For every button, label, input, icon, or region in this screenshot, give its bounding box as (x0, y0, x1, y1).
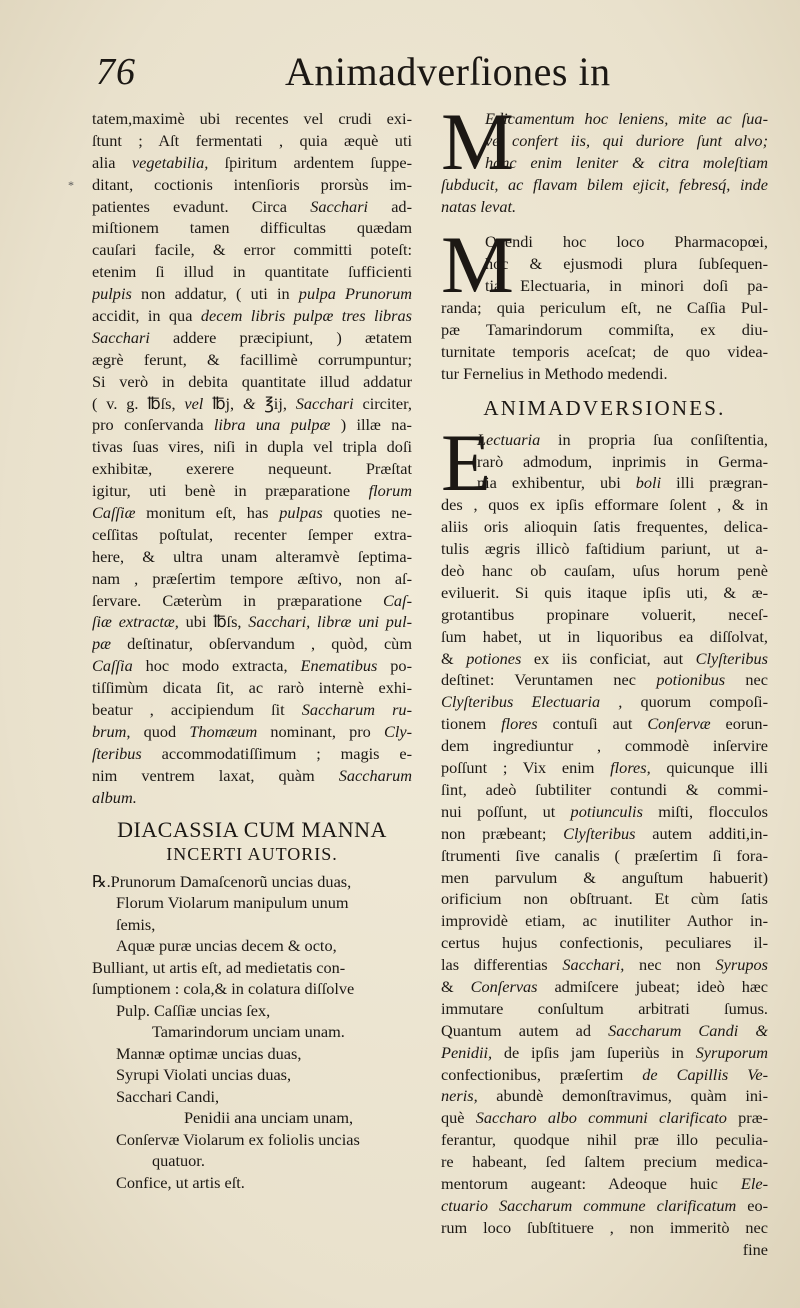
catchword: fine (742, 1239, 768, 1259)
page-number: 76 (96, 51, 136, 93)
text-run: pro conſervanda (92, 415, 214, 435)
heading-title: DIACASSIA CUM MANNA (117, 816, 387, 842)
italic-text: vegetabilia, (131, 152, 209, 172)
text-run: miſtionem tamen difficultas quædam (92, 218, 412, 238)
text-run: hoc modo extracta, (132, 656, 301, 676)
recipe-line: Aquæ puræ uncias decem & octo, (116, 936, 337, 955)
italic-text: potiones (466, 648, 522, 668)
italic-text: pulpa Prunorum (298, 284, 412, 304)
text-line (441, 1129, 768, 1151)
text-run: mentorum augeant: Adeoque huic (441, 1173, 741, 1193)
italic-text: natas levat. (441, 196, 517, 216)
italic-text: Caſ- (383, 590, 412, 610)
text-run: monitum eſt, has (135, 503, 280, 523)
text-run: tiſſimùm dicata ſit, ac rarò internè exhi- (92, 678, 412, 698)
italic-text: Caſſia (92, 656, 133, 676)
italic-text: Syruporum (695, 1042, 768, 1062)
italic-text: libra una pulpæ (213, 415, 331, 435)
recipe-line: Florum Violarum manipulum unum (116, 893, 349, 912)
italic-text: ſteribus (92, 743, 142, 763)
text-run: ferantur, quodque nihil præ illo peculia- (441, 1130, 768, 1150)
italic-text: Saccharum Candi & (608, 1020, 768, 1040)
text-line (441, 1064, 768, 1086)
italic-text: boli (635, 473, 662, 493)
italic-text: Saccharo albo communi clarificato (475, 1108, 727, 1128)
italic-text: hanc enim leniter & citra moleſtiam (485, 152, 768, 172)
text-run: circiter, (353, 393, 412, 413)
text-line (92, 633, 412, 655)
text-run: exhibitæ, exerere nequeunt. Præſtat (92, 459, 412, 479)
recipe-line: Syrupi Violati uncias duas, (116, 1065, 292, 1084)
text-line (441, 1151, 768, 1173)
text-line (441, 691, 768, 713)
recipe-line: Confice, ut artis eſt. (116, 1172, 245, 1192)
paragraph-text (441, 416, 768, 1239)
text-line (92, 458, 412, 480)
text-line (92, 611, 412, 633)
text-line (92, 743, 412, 765)
text-line (441, 196, 768, 218)
text-run: nia exhibentur, ubi (477, 473, 636, 493)
text-line (441, 954, 768, 976)
left-text-block (92, 108, 412, 809)
recipe-line: ſumptionem : cola,& in colatura diſſolve (92, 979, 355, 998)
italic-text: Syrupos (715, 955, 768, 975)
italic-text: Clyſteribus Electuaria , (441, 692, 623, 712)
text-line (441, 516, 768, 538)
text-run: ſum habet, ut in liquoribus ea diſſolvat, (441, 626, 768, 646)
italic-text: Sacchari, (562, 955, 625, 975)
text-run: deò hanc ob cauſam, uſus horum penè (441, 561, 768, 581)
text-line (92, 349, 412, 371)
text-line (92, 152, 412, 174)
text-run: rum loco ſubſtituere , non immeritò nec (441, 1217, 768, 1237)
text-run: eo- (736, 1195, 768, 1215)
text-run: etenim ſi illud in quantitate ſufficienti (92, 262, 412, 282)
text-run: nominant, pro (257, 721, 384, 741)
italic-text: Enematibus (300, 656, 378, 676)
text-line (92, 196, 412, 218)
text-run: ubi ℔ſs, (178, 612, 249, 632)
text-line (441, 779, 768, 801)
text-line (441, 1173, 768, 1195)
text-line (92, 765, 412, 787)
text-line (441, 1020, 768, 1042)
text-run: ( v. g. ℔ſs, (92, 393, 185, 413)
italic-text: Sacchari (92, 327, 150, 347)
text-line (441, 1042, 768, 1064)
italic-text: Clyſteribus (695, 648, 768, 668)
text-run: igitur, uti benè in præparatione (92, 481, 369, 501)
text-run: quod (130, 721, 190, 741)
text-run: non præbeant; (441, 823, 564, 843)
italic-text: & (242, 393, 256, 413)
commentary-paragraph (441, 96, 768, 217)
text-line (441, 867, 768, 889)
text-run: tivas ſuas vires, niſi in dupla vel tripla doſi (92, 437, 412, 457)
text-run: quorum compoſi- (622, 692, 768, 712)
text-run: quoties ne- (322, 503, 412, 523)
running-title: Animadverſiones in (285, 49, 611, 94)
text-run: non addatur, ( uti in (131, 284, 299, 304)
text-run: ℥ij, (255, 393, 296, 413)
drop-initial: M (441, 96, 514, 187)
text-line (441, 560, 768, 582)
text-run: ſint, adeò ſubtiliter contundi & commi- (441, 779, 768, 799)
text-line (441, 823, 768, 845)
italic-text: Clyſteribus (563, 823, 636, 843)
text-run: randa; quia periculum eſt, ne Caſſia Pul- (441, 298, 768, 318)
text-run: turnitate temporis aceſcat; de quo videa- (441, 341, 768, 361)
text-line (92, 699, 412, 721)
margin-mark: * (68, 178, 74, 192)
text-line (441, 976, 768, 998)
text-run: certus hujus confectionis, peculiares il- (441, 933, 768, 953)
italic-text: ſiæ extractæ, (92, 612, 179, 632)
text-run: nam , præſertim tempore æſtivo, non aſ- (92, 568, 412, 588)
italic-text: Lectuaria (477, 429, 541, 449)
text-run: cauſari facile, & error committi poteſt: (92, 240, 412, 260)
text-run: immutare conſultum arbitrati ſumus. (441, 998, 768, 1018)
italic-text: ve confert iis, qui duriore ſunt alvo; (485, 130, 768, 150)
text-line (92, 371, 412, 393)
text-run: illi prægran- (661, 473, 768, 493)
text-line (92, 283, 412, 305)
text-line (92, 721, 412, 743)
recipe-line: ℞.Prunorum Damaſcenorũ uncias duas, (92, 871, 352, 891)
italic-text: ſubducit, ac flavam bilem ejicit, febresq́, inde (441, 174, 768, 194)
italic-text: Sacchari (295, 393, 354, 413)
text-run: Onendi hoc loco Pharmacopœi, (485, 232, 768, 252)
text-line (441, 757, 768, 779)
text-line (92, 546, 412, 568)
recipe-line: quatuor. (152, 1151, 205, 1170)
italic-text: potiunculis (570, 801, 643, 821)
text-run: rarò admodum, inprimis in Germa- (477, 451, 768, 471)
text-run: here, & ultra unam alteramvè ſeptima- (92, 546, 412, 566)
text-run: tionem (441, 714, 502, 734)
italic-text: album. (92, 787, 137, 807)
text-line (441, 735, 768, 757)
text-line (441, 1085, 768, 1107)
text-line (92, 327, 412, 349)
animadversiones-heading: ANIMADVERSIONES. (483, 395, 726, 420)
recipe-line: Mannæ optimæ uncias duas, (116, 1043, 302, 1063)
text-line (441, 604, 768, 626)
text-run: in propria ſua conſiſtentia, (540, 429, 768, 449)
text-run: patientes evadunt. Circa (92, 196, 311, 216)
italic-text: pulpis (92, 284, 132, 304)
left-column (92, 108, 412, 1193)
text-line (92, 414, 412, 436)
text-run: ) illæ na- (330, 415, 412, 435)
text-run: præ- (726, 1108, 768, 1128)
text-run: autem additi,in- (635, 823, 768, 843)
text-run: addere præcipiunt, ) ætatem (149, 327, 412, 347)
section-heading (92, 817, 412, 865)
text-line (441, 713, 768, 735)
text-line (441, 801, 768, 823)
text-line (92, 787, 412, 809)
text-line (441, 932, 768, 954)
text-run: pæ Tamarindorum commiſta, ex diu- (441, 320, 768, 340)
text-line (441, 582, 768, 604)
text-run: las differentias (441, 955, 563, 975)
italic-text: potionibus (656, 670, 726, 690)
text-run: des , quos ex ipſis efformare ſolent , & in (441, 495, 768, 515)
text-run: ditant, coctionis intenſioris prorsùs im- (92, 174, 412, 194)
text-run: deſtinet: Veruntamen nec (441, 670, 657, 690)
text-run: re habeant, ſed ſaltem precium medica- (441, 1152, 768, 1172)
text-run: & (441, 976, 471, 996)
text-run: ſtunt ; Aſt fermentati , quia æquè uti (92, 130, 412, 150)
text-line (92, 217, 412, 239)
recipe-line: Conſervæ Violarum ex foliolis uncias (116, 1129, 360, 1149)
text-run: ſervare. Cæterùm in præparatione (92, 590, 384, 610)
text-run: & (441, 648, 467, 668)
text-run: confectionibus, præſertim (441, 1064, 643, 1084)
italic-text: Thomæum (189, 721, 258, 741)
text-run: men parvulum & anguſtum habuerit) (441, 867, 768, 887)
italic-text: flores, (610, 758, 651, 778)
text-run: Quantum autem ad (441, 1020, 609, 1040)
italic-text: florum (368, 481, 412, 501)
italic-text: pulpas (279, 503, 323, 523)
text-line (92, 305, 412, 327)
text-line (92, 655, 412, 677)
text-line (92, 393, 412, 415)
italic-text: Sacchari, libræ uni pul- (248, 612, 412, 632)
text-line (441, 910, 768, 932)
text-run: eorun- (710, 714, 768, 734)
text-line (441, 1195, 768, 1217)
italic-text: de Capillis Ve- (642, 1064, 768, 1084)
right-column (441, 96, 768, 1261)
text-run: po- (377, 656, 412, 676)
italic-text: Caſſiæ (92, 503, 136, 523)
text-line (441, 341, 768, 363)
text-line (441, 538, 768, 560)
text-run: accidit, in qua (92, 306, 201, 326)
drop-initial: M (441, 219, 514, 311)
drop-initial: E (441, 416, 492, 508)
text-run: de ipſis jam ſuperiùs in (492, 1042, 696, 1062)
text-run: ad- (368, 196, 412, 216)
text-run: miſti, flocculos (642, 801, 768, 821)
text-run: tulis ægris illicò faſtidium pariunt, ut a- (441, 539, 768, 559)
text-run: beatur , accipiendum ſit (92, 700, 302, 720)
italic-text: Saccharum (338, 765, 412, 785)
text-line (441, 363, 768, 385)
text-run: dem ingrediuntur , commodè inſervire (441, 736, 768, 756)
text-line (441, 626, 768, 648)
text-run: improvidè etiam, ac inutiliter Author in- (441, 911, 768, 931)
note-paragraph (441, 219, 768, 384)
text-line (92, 502, 412, 524)
text-run: deſtinatur, obſervandum , quòd, cùm (111, 634, 412, 654)
text-line (92, 436, 412, 458)
text-run: poſſunt ; Vix enim (441, 758, 611, 778)
italic-text: Conſervæ (647, 714, 711, 734)
text-line (92, 568, 412, 590)
text-line (92, 130, 412, 152)
text-line (92, 677, 412, 699)
text-line (92, 261, 412, 283)
italic-text: pæ (92, 634, 112, 654)
heading-subtitle: INCERTI AUTORIS. (166, 843, 338, 864)
text-line (92, 524, 412, 546)
text-run: alia (92, 152, 132, 172)
text-run: ægrè ferunt, & facillimè corrumpuntur; (92, 349, 412, 369)
italic-text: Conſervas (470, 976, 538, 996)
text-run: eviluerit. Si quis itaque ipſis uti, & æ- (441, 582, 768, 602)
text-line (441, 669, 768, 691)
text-line (441, 1217, 768, 1239)
text-run: ſpiritum ardentem ſuppe- (208, 152, 412, 172)
recipe-line: Sacchari Candi, (116, 1086, 220, 1106)
recipe-line: Penidii ana unciam unam, (184, 1108, 354, 1127)
text-run: què (441, 1108, 476, 1128)
italic-text: Edicamentum hoc leniens, mite ac ſua- (485, 109, 768, 128)
italic-text: Cly- (383, 721, 412, 741)
text-line (441, 648, 768, 670)
recipe-list (92, 871, 412, 1194)
text-line (92, 108, 412, 130)
recipe-line: ſemis, (116, 914, 156, 934)
text-line (441, 845, 768, 867)
text-line (92, 590, 412, 612)
text-line (92, 480, 412, 502)
text-run: aliis oris alioquin ſatis frequentes, delica- (441, 517, 768, 537)
text-line (441, 998, 768, 1020)
text-run: hoc & ejusmodi plura ſubſequen- (485, 254, 768, 274)
italic-text: decem libris pulpæ tres libras (200, 306, 412, 326)
text-run: ſtrumenti ſive canalis ( præſertim ſi fora- (441, 845, 768, 865)
italic-text: ctuario Saccharum commune clarificatum (441, 1195, 737, 1215)
italic-text: vel (184, 393, 204, 413)
text-run: contuſi aut (537, 714, 648, 734)
text-run: tur Fernelius in Methodo medendi. (441, 363, 668, 383)
text-line (92, 174, 412, 196)
recipe-line: Pulp. Caſſiæ uncias ſex, (116, 1000, 271, 1020)
text-run: grotantibus propinare voluerit, neceſ- (441, 604, 768, 624)
italic-text: brum, (92, 721, 131, 741)
text-run: nui poſſunt, ut (441, 801, 571, 821)
italic-text: Penidii, (441, 1042, 493, 1062)
recipe-line: Bulliant, ut artis eſt, ad medietatis con- (92, 957, 346, 977)
text-run: admiſcere jubeat; ideò hæc (537, 976, 768, 996)
text-run: tia Electuaria, in minori doſi pa- (485, 276, 768, 296)
text-run: ceſſitas poſtulat, recenter ſemper extra- (92, 524, 412, 544)
text-run: quicunque illi (650, 758, 768, 778)
text-run: abundè demonſtravimus, quàm ini- (477, 1086, 768, 1106)
text-run: nec non (624, 955, 716, 975)
italic-text: Ele- (740, 1173, 768, 1193)
text-run: orificium non obſtruant. Et cùm ſatis (441, 889, 768, 909)
text-run: accommodatiſſimum ; magis e- (141, 743, 412, 763)
text-run: ℔j, (203, 393, 243, 413)
italic-text: neris, (441, 1086, 478, 1106)
animadversiones-paragraph (441, 416, 768, 1239)
text-line (92, 239, 412, 261)
italic-text: Saccharum ru- (301, 700, 412, 720)
recipe-line: Tamarindorum unciam unam. (152, 1022, 345, 1041)
text-run: tatem,maximè ubi recentes vel crudi exi- (92, 109, 412, 128)
text-run: nec (725, 670, 768, 690)
page-header (80, 46, 740, 98)
text-run: ex iis conficiat, aut (521, 648, 696, 668)
text-line (441, 1107, 768, 1129)
text-line (441, 888, 768, 910)
text-line (441, 319, 768, 341)
text-run: nim ventrem laxat, quàm (92, 765, 339, 785)
italic-text: flores (501, 714, 538, 734)
text-run: Si verò in debita quantitate illud addatur (92, 371, 412, 391)
italic-text: Sacchari (310, 196, 369, 216)
